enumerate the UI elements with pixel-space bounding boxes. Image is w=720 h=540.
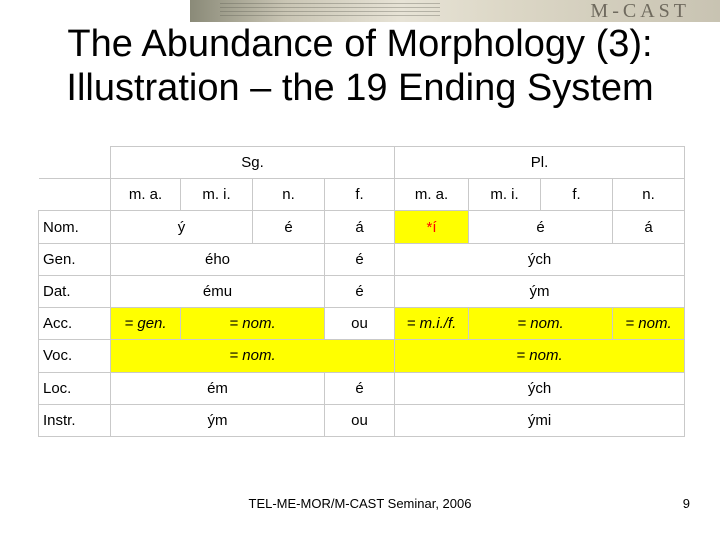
highlighted-cell: = nom. [111, 340, 395, 372]
table-cell: ému [111, 275, 325, 307]
table-row [39, 243, 685, 275]
case-label: Gen. [39, 243, 111, 275]
case-label: Nom. [39, 211, 111, 243]
mcast-logo: M-CAST [590, 0, 690, 22]
table-row [39, 340, 685, 372]
table-row [39, 404, 685, 436]
gender-header: m. a. [111, 179, 181, 211]
highlighted-cell: = m.i./f. [395, 308, 469, 340]
corner-cell [39, 179, 111, 211]
gender-header: f. [541, 179, 613, 211]
table-cell: é [325, 275, 395, 307]
case-label: Loc. [39, 372, 111, 404]
highlighted-cell: = nom. [181, 308, 325, 340]
table-cell: ého [111, 243, 325, 275]
case-label: Acc. [39, 308, 111, 340]
table-row [39, 372, 685, 404]
table-cell: ou [325, 404, 395, 436]
header-banner-image [190, 0, 720, 22]
case-label: Instr. [39, 404, 111, 436]
gender-header: m. i. [181, 179, 253, 211]
case-label: Dat. [39, 275, 111, 307]
table-cell: ých [395, 243, 685, 275]
book-page-image [220, 3, 440, 19]
highlighted-cell: = gen. [111, 308, 181, 340]
table-row [39, 308, 685, 340]
gender-header: m. a. [395, 179, 469, 211]
table-cell: ém [111, 372, 325, 404]
footer-text: TEL-ME-MOR/M-CAST Seminar, 2006 [248, 496, 472, 511]
table-cell: é [325, 243, 395, 275]
table-cell: ou [325, 308, 395, 340]
table-cell: á [325, 211, 395, 243]
table-cell: á [613, 211, 685, 243]
table-cell: é [469, 211, 613, 243]
highlighted-cell: = nom. [613, 308, 685, 340]
table-cell: ými [395, 404, 685, 436]
page-number: 9 [682, 496, 690, 511]
corner-cell [39, 147, 111, 179]
gender-header: m. i. [469, 179, 541, 211]
table-row [39, 275, 685, 307]
plural-header: Pl. [395, 147, 685, 179]
singular-header: Sg. [111, 147, 395, 179]
highlighted-cell: = nom. [469, 308, 613, 340]
table-cell: ých [395, 372, 685, 404]
gender-header: f. [325, 179, 395, 211]
table-cell: ý [111, 211, 253, 243]
table-cell: é [325, 372, 395, 404]
case-label: Voc. [39, 340, 111, 372]
table-cell: é [253, 211, 325, 243]
ending-system-table [38, 146, 685, 437]
highlighted-cell: *í [395, 211, 469, 243]
table-cell: ým [111, 404, 325, 436]
table-cell: ým [395, 275, 685, 307]
gender-header: n. [613, 179, 685, 211]
table-row [39, 211, 685, 243]
table-row [39, 147, 685, 179]
gender-header: n. [253, 179, 325, 211]
highlighted-cell: = nom. [395, 340, 685, 372]
title-line-2: Illustration – the 19 Ending System [66, 67, 654, 109]
table-row [39, 179, 685, 211]
slide-title [0, 22, 720, 110]
title-line-1: The Abundance of Morphology (3): [67, 23, 653, 65]
